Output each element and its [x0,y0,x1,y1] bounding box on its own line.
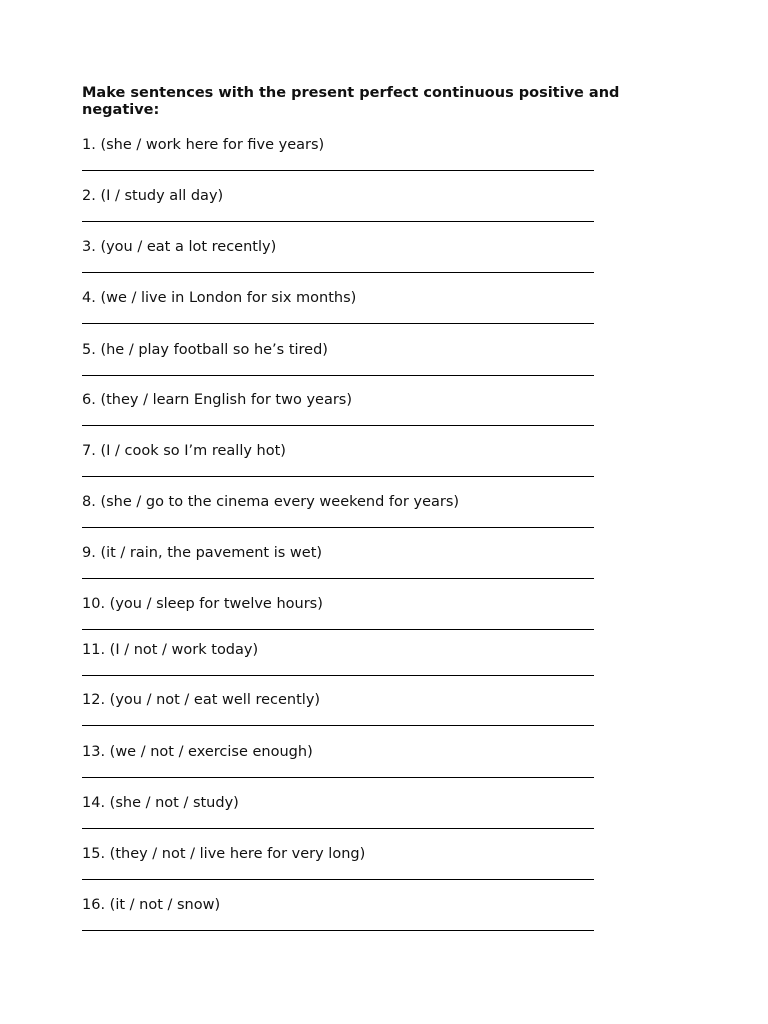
exercise-prompt: 9. (it / rain, the pavement is wet) [82,545,323,561]
answer-line[interactable] [82,828,594,829]
exercise-item [82,493,594,511]
answer-line[interactable] [82,879,594,880]
exercise-item [82,341,594,359]
answer-line[interactable] [82,170,594,171]
exercise-prompt: 10. (you / sleep for twelve hours) [82,596,323,612]
exercise-prompt: 6. (they / learn English for two years) [82,392,353,408]
exercise-prompt: 2. (I / study all day) [82,188,224,204]
exercise-item [82,238,594,256]
exercise-prompt: 11. (I / not / work today) [82,642,259,658]
answer-line[interactable] [82,221,594,222]
exercise-item [82,391,594,409]
answer-line[interactable] [82,675,594,676]
exercise-prompt: 15. (they / not / live here for very long) [82,846,366,862]
exercise-prompt: 5. (he / play football so he’s tired) [82,342,328,358]
answer-line[interactable] [82,629,594,630]
exercise-item [82,794,594,812]
worksheet-instructions: Make sentences with the present perfect continuous positive and negative: [82,85,620,118]
exercise-item [82,845,594,863]
exercise-prompt: 12. (you / not / eat well recently) [82,692,321,708]
exercise-item [82,595,594,613]
exercise-item [82,691,594,709]
answer-line[interactable] [82,725,594,726]
answer-line[interactable] [82,425,594,426]
exercise-item [82,544,594,562]
exercise-item [82,442,594,460]
exercise-prompt: 14. (she / not / study) [82,795,239,811]
answer-line[interactable] [82,375,594,376]
exercise-prompt: 1. (she / work here for five years) [82,137,325,153]
exercise-item [82,743,594,761]
exercise-item [82,187,594,205]
exercise-prompt: 8. (she / go to the cinema every weekend for years) [82,494,460,510]
exercise-item [82,136,594,154]
answer-line[interactable] [82,578,594,579]
answer-line[interactable] [82,527,594,528]
exercise-prompt: 16. (it / not / snow) [82,897,221,913]
exercise-item [82,896,594,914]
exercise-item [82,641,594,659]
exercise-item [82,289,594,307]
exercise-prompt: 13. (we / not / exercise enough) [82,744,313,760]
answer-line[interactable] [82,930,594,931]
exercise-prompt: 7. (I / cook so I’m really hot) [82,443,286,459]
exercise-prompt: 3. (you / eat a lot recently) [82,239,277,255]
exercise-prompt: 4. (we / live in London for six months) [82,290,357,306]
answer-line[interactable] [82,777,594,778]
answer-line[interactable] [82,272,594,273]
answer-line[interactable] [82,476,594,477]
answer-line[interactable] [82,323,594,324]
